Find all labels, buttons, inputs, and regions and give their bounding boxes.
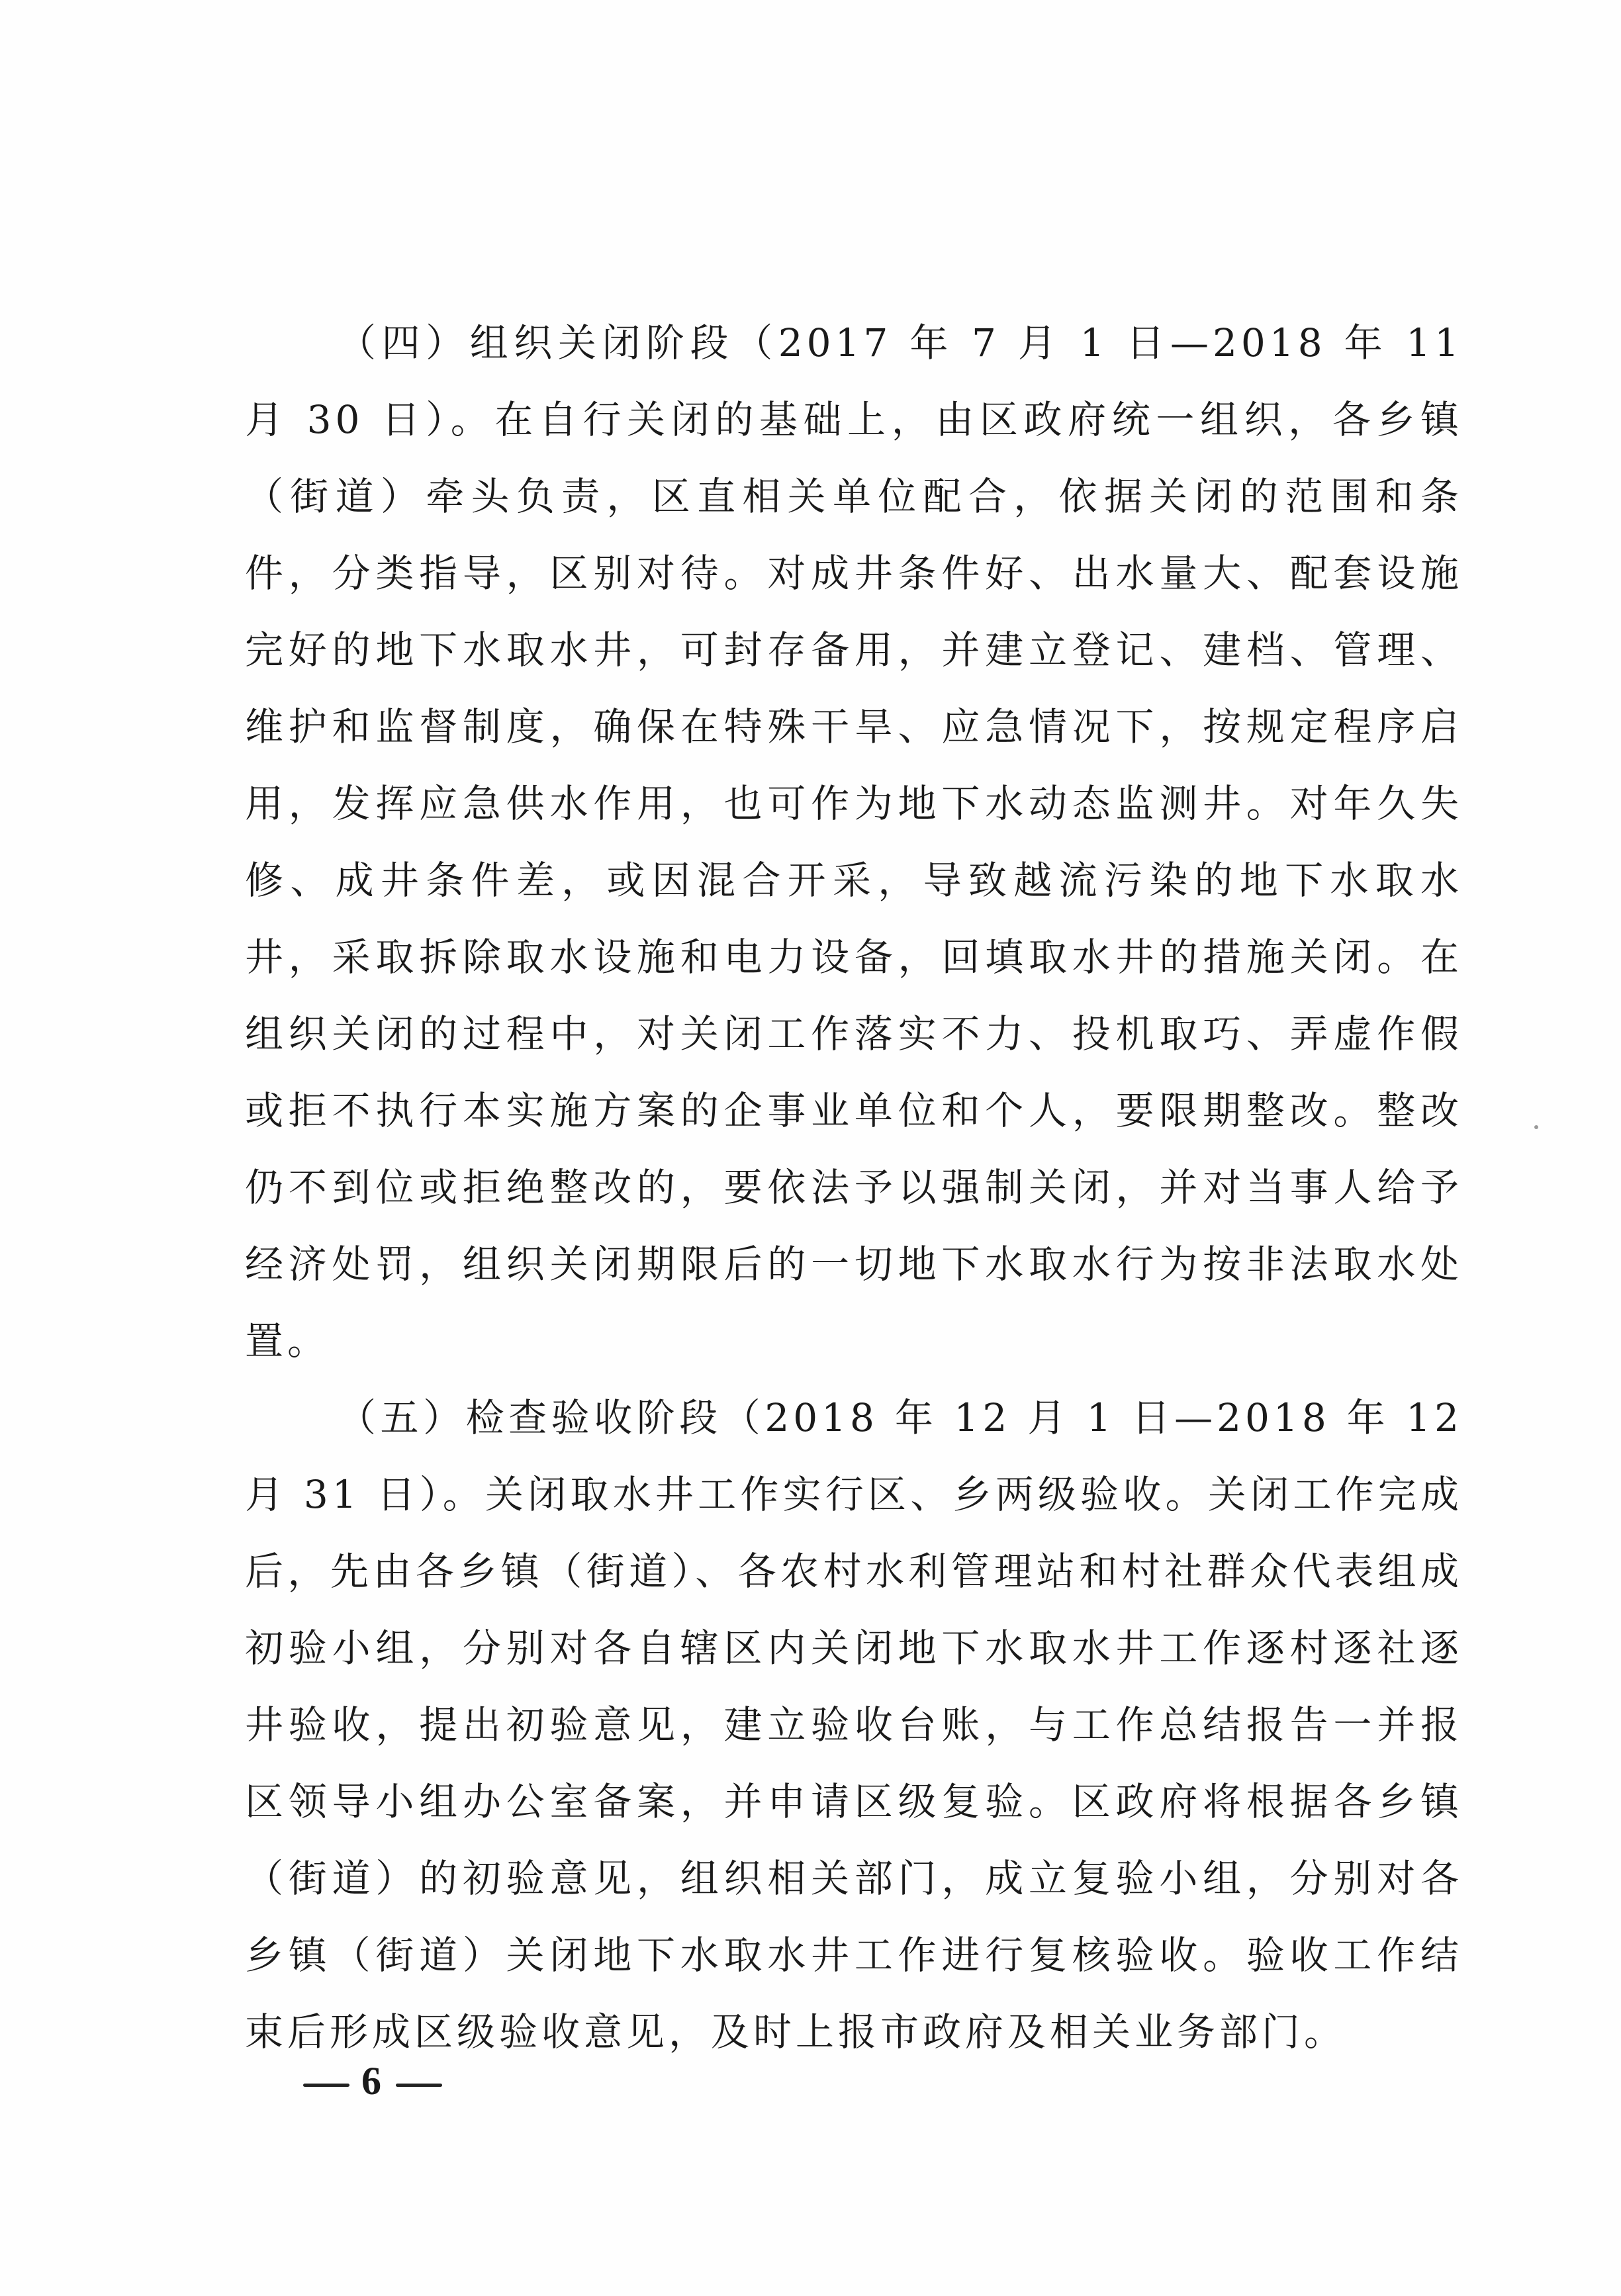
scan-speck — [1534, 1125, 1538, 1129]
page-number: 6 — [361, 2059, 384, 2103]
page-number-footer — [291, 2058, 454, 2104]
footer-dash-right — [396, 2084, 442, 2087]
paragraph-inspection-acceptance-stage: （五）检查验收阶段（2018 年 12 月 1 日—2018 年 12 月 31 日）。关闭取水井工作实行区、乡两级验收。关闭工作完成后，先由各乡镇（街道）、各农村水利管理站和村社群众代表组成初验小组，分别对各自辖区内关闭地下水取水井工作逐村逐社逐井验收，提出初验意见，建立验收台账，与工作总结报告一并报区领导小组办公室备案，并申请区级复验。区政府将根据各乡镇（街道）的初验意见，组织相关部门，成立复验小组，分别对各乡镇（街道）关闭地下水取水井工作进行复核验收。验收工作结束后形成区级验收意见，及时上报市政府及相关业务部门。 — [245, 1395, 1463, 2054]
paragraph-organize-closure-stage: （四）组织关闭阶段（2017 年 7 月 1 日—2018 年 11 月 30 日）。在自行关闭的基础上，由区政府统一组织，各乡镇（街道）牵头负责，区直相关单位配合，依据关闭的范围和条件，分类指导，区别对待。对成井条件好、出水量大、配套设施完好的地下水取水井，可封存备用，并建立登记、建档、管理、维护和监督制度，确保在特殊干旱、应急情况下，按规定程序启用，发挥应急供水作用，也可作为地下水动态监测井。对年久失修、成井条件差，或因混合开采，导致越流污染的地下水取水井，采取拆除取水设施和电力设备，回填取水井的措施关闭。在组织关闭的过程中，对关闭工作落实不力、投机取巧、弄虚作假或拒不执行本实施方案的企事业单位和个人，要限期整改。整改仍不到位或拒绝整改的，要依法予以强制关闭，并对当事人给予经济处罚，组织关闭期限后的一切地下水取水行为按非法取水处置。 — [245, 320, 1463, 1363]
footer-dash-left — [303, 2084, 349, 2087]
document-body — [245, 304, 1463, 2070]
